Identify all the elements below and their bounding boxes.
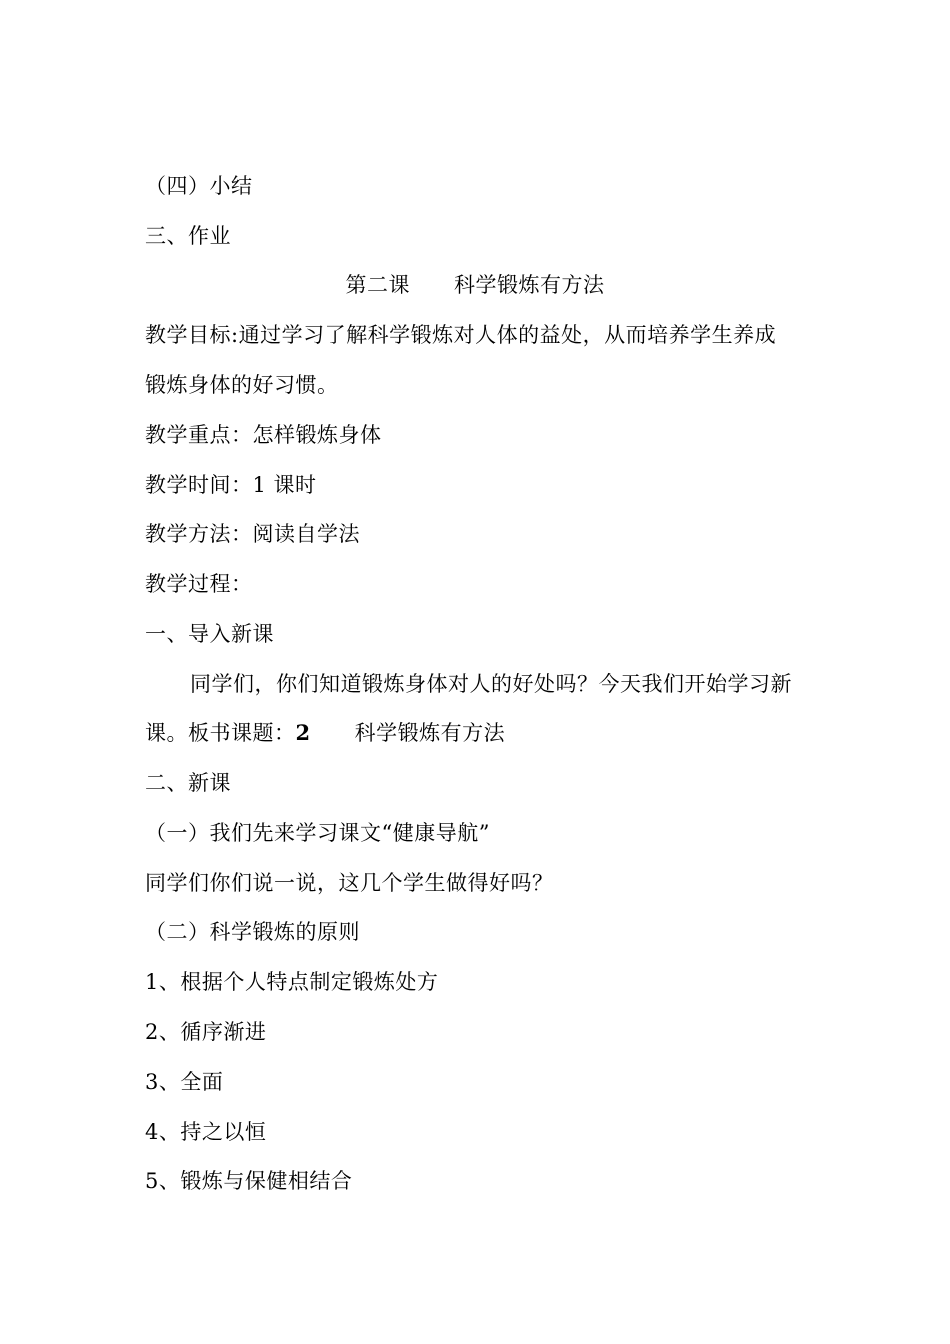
principle-item-3: 3、全面 [145, 1070, 224, 1094]
board-title-number: 2 [295, 720, 311, 745]
subsection-1-heading: （一）我们先来学习课文“健康导航” [145, 821, 490, 845]
teaching-method: 教学方法：阅读自学法 [145, 522, 360, 546]
discussion-question: 同学们你们说一说，这几个学生做得好吗？ [145, 871, 554, 895]
lesson-number: 第二课 [345, 273, 410, 297]
teaching-focus: 教学重点：怎样锻炼身体 [145, 423, 382, 447]
teaching-process-heading: 教学过程： [145, 572, 253, 596]
section-summary-heading: （四）小结 [145, 174, 253, 198]
intro-heading: 一、导入新课 [145, 622, 274, 646]
lesson-title [0, 270, 950, 300]
subsection-2-heading: （二）科学锻炼的原则 [145, 920, 360, 944]
homework-heading: 三、作业 [145, 224, 231, 248]
principle-item-4: 4、持之以恒 [145, 1120, 267, 1144]
teaching-goal-line-2: 锻炼身体的好习惯。 [145, 373, 339, 397]
intro-paragraph-line-2 [145, 718, 505, 748]
new-lesson-heading: 二、新课 [145, 771, 231, 795]
principle-item-2: 2、循序渐进 [145, 1020, 267, 1044]
intro-paragraph-line-1: 同学们，你们知道锻炼身体对人的好处吗？今天我们开始学习新 [190, 672, 792, 696]
board-title-label: 课。板书课题： [145, 721, 296, 745]
principle-item-1: 1、根据个人特点制定锻炼处方 [145, 970, 439, 994]
lesson-name: 科学锻炼有方法 [454, 273, 605, 297]
principle-item-5: 5、锻炼与保健相结合 [145, 1169, 353, 1193]
board-title-name: 科学锻炼有方法 [354, 721, 506, 745]
teaching-goal-line-1: 教学目标:通过学习了解科学锻炼对人体的益处，从而培养学生养成 [145, 323, 777, 347]
teaching-time: 教学时间：1 课时 [145, 473, 317, 497]
